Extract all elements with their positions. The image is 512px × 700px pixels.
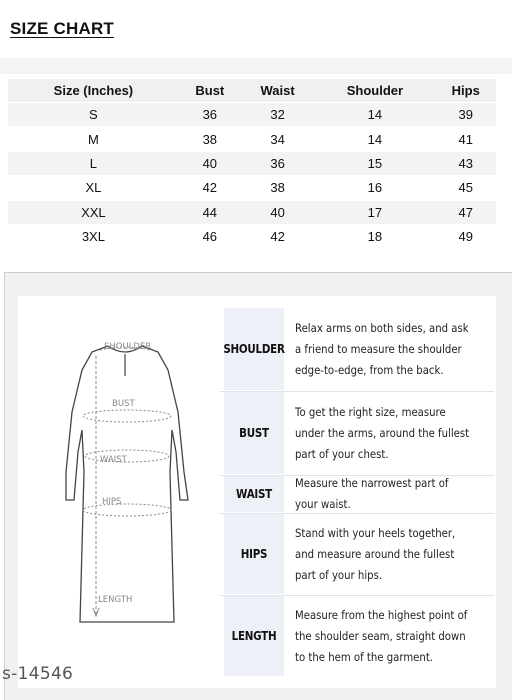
product-code: s-14546: [2, 664, 74, 684]
figure-label-shoulder: SHOULDER: [104, 342, 152, 352]
table-cell: 17: [314, 201, 435, 224]
figure-label-length: LENGTH: [98, 595, 133, 605]
guide-row-length: [219, 596, 494, 676]
table-cell: 16: [314, 176, 435, 199]
table-header-row: [8, 79, 496, 102]
table-cell: 49: [435, 225, 496, 248]
section-spacer: [0, 250, 512, 272]
table-cell: 3XL: [8, 225, 179, 248]
table-cell: 40: [179, 152, 241, 175]
table-row: [8, 103, 496, 126]
table-cell: 45: [435, 176, 496, 199]
column-header-hips: Hips: [435, 79, 496, 102]
column-header-size: Size (Inches): [8, 79, 179, 102]
table-cell: 40: [241, 201, 315, 224]
table-cell: S: [8, 103, 179, 126]
guide-row-waist: [219, 476, 494, 512]
column-header-bust: Bust: [179, 79, 241, 102]
table-cell: 44: [179, 201, 241, 224]
figure-label-bust: BUST: [112, 399, 135, 409]
table-cell: 46: [179, 225, 241, 248]
table-cell: 18: [314, 225, 435, 248]
hips-line: [83, 504, 171, 516]
table-cell: M: [8, 127, 179, 150]
guide-description-length: Measure from the highest point of the shoulder seam, straight down to the hem of the garment.: [295, 607, 468, 664]
dress-outline: [66, 346, 188, 622]
table-cell: 15: [314, 152, 435, 175]
waist-line: [85, 450, 169, 462]
dress-outline-figure: [44, 332, 214, 642]
guide-description-hips: Stand with your heels together, and measure around the fullest part of your hips.: [295, 525, 456, 582]
table-cell: 38: [179, 127, 241, 150]
size-table: [8, 78, 496, 249]
table-cell: 39: [435, 103, 496, 126]
column-header-shoulder: Shoulder: [314, 79, 435, 102]
table-row: [8, 225, 496, 248]
guide-label-shoulder: SHOULDER: [224, 308, 284, 390]
guide-description-waist: Measure the narrowest part of your waist.: [295, 476, 449, 511]
table-cell: 42: [179, 176, 241, 199]
table-cell: 38: [241, 176, 315, 199]
table-cell: L: [8, 152, 179, 175]
table-cell: XL: [8, 176, 179, 199]
table-cell: 47: [435, 201, 496, 224]
guide-label-length: LENGTH: [224, 596, 284, 676]
divider-band: [0, 58, 512, 74]
page-title: SIZE CHART: [10, 19, 114, 38]
column-header-waist: Waist: [241, 79, 315, 102]
title-band: [0, 0, 512, 58]
table-cell: 32: [241, 103, 315, 126]
guide-label-bust: BUST: [224, 392, 284, 474]
guide-description-shoulder: Relax arms on both sides, and ask a friend to measure the shoulder edge-to-edge, from the back.: [295, 320, 469, 377]
figure-label-hips: HIPS: [102, 497, 122, 507]
guide-description-bust: To get the right size, measure under the arms, around the fullest part of your chest.: [295, 404, 470, 461]
table-row: [8, 127, 496, 150]
table-cell: XXL: [8, 201, 179, 224]
guide-row-bust: [219, 392, 494, 474]
table-cell: 36: [241, 152, 315, 175]
table-cell: 36: [179, 103, 241, 126]
table-row: [8, 201, 496, 224]
table-cell: 14: [314, 103, 435, 126]
table-cell: 34: [241, 127, 315, 150]
table-row: [8, 152, 496, 175]
guide-label-hips: HIPS: [224, 514, 284, 594]
table-cell: 14: [314, 127, 435, 150]
table-cell: 41: [435, 127, 496, 150]
table-row: [8, 176, 496, 199]
table-cell: 43: [435, 152, 496, 175]
guide-row-shoulder: [219, 308, 494, 390]
guide-label-waist: WAIST: [224, 476, 284, 512]
table-cell: 42: [241, 225, 315, 248]
figure-label-waist: WAIST: [100, 455, 127, 465]
guide-row-hips: [219, 514, 494, 594]
